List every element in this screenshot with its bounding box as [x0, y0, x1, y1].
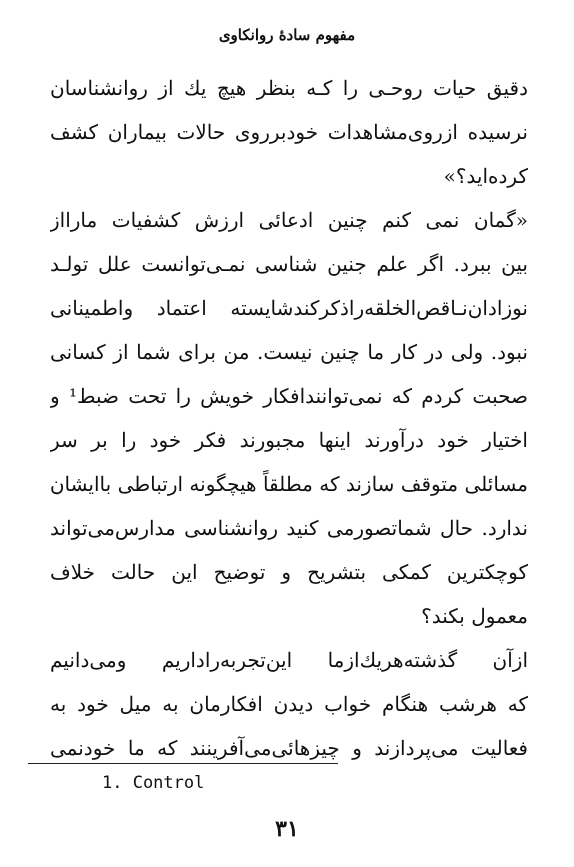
- footnote: 1. Control: [102, 773, 205, 793]
- body-text: [50, 66, 528, 770]
- text-line: نرسیده ازروی‌مشاهدات خودبرروی حالات بیماران کشف: [50, 120, 528, 144]
- text-line: مسائلی متوقف سازند که مطلقاً هیچگونه ارتباطی باایشان: [50, 472, 528, 496]
- text-line: فعالیت می‌پردازند و چیزهائی‌می‌آفرینند که ما خودنمی‌: [50, 736, 528, 760]
- text-line: نوزادان‌نـاقص‌الخلقه‌راذکرکندشایسته اعتماد واطمینانی: [50, 296, 528, 320]
- page-number: ۳۱: [275, 816, 299, 842]
- text-line: بین ببرد. اگر علم جنین شناسی نمـی‌توانست علل تولـد: [50, 252, 528, 276]
- footnote-divider: [28, 763, 338, 764]
- text-line: کرده‌اید؟»: [443, 164, 528, 188]
- text-line: ازآن گذشته‌هریك‌ازما این‌تجربه‌راداریم ومی‌دانیم: [50, 648, 528, 672]
- text-line: ندارد. حال شماتصورمی کنید روانشناسی مدارس‌می‌تواند: [50, 516, 528, 540]
- text-line: اختیار خود درآورند اینها مجبورند فکر خود را بر سر: [50, 428, 528, 452]
- text-line: دقیق حیات روحـی را کـه بنظر هیچ یك از روانشناسان: [50, 76, 528, 100]
- text-line: معمول بکند؟: [421, 604, 528, 628]
- text-line: «گمان نمی کنم چنین ادعائی ارزش کشفیات مارااز: [50, 208, 528, 232]
- text-line: کوچکترین کمکی بتشریح و توضیح این حالت خلاف: [50, 560, 528, 584]
- running-head: مفهوم سادهٔ روانکاوی: [218, 26, 356, 44]
- text-line: نبود. ولی در کار ما چنین نیست. من برای شما از کسانی: [50, 340, 528, 364]
- text-line: صحبت کردم که نمی‌توانندافکار خویش را تحت ضبط¹ و: [50, 384, 528, 408]
- text-line: که هرشب هنگام خواب دیدن افکارمان به میل خود به: [50, 692, 528, 716]
